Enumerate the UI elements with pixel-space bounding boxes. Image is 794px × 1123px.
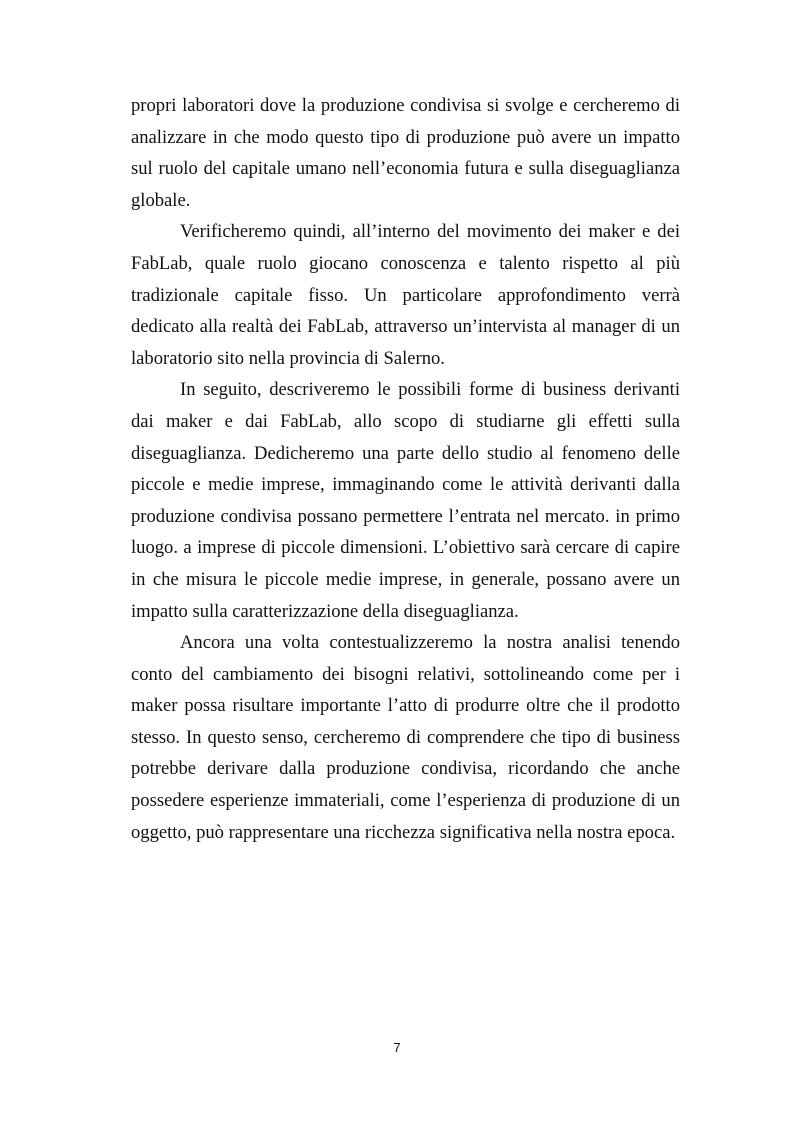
body-text: [131, 90, 680, 848]
text-line: piccole e medie imprese, immaginando come le attività derivanti dalla: [131, 474, 680, 496]
text-line: analizzare in che modo questo tipo di produzione può avere un impatto: [131, 126, 680, 148]
text-line: tradizionale capitale fisso. Un particolare approfondimento verrà: [131, 284, 680, 306]
text-line: In seguito, descriveremo le possibili forme di business derivanti: [180, 379, 680, 401]
text-line: produzione condivisa possano permettere l’entrata nel mercato. in primo: [131, 505, 680, 527]
text-line: Verificheremo quindi, all’interno del movimento dei maker e dei: [180, 221, 680, 243]
text-line: dedicato alla realtà dei FabLab, attraverso un’intervista al manager di un: [131, 316, 680, 338]
text-line: conto del cambiamento dei bisogni relativi, sottolineando come per i: [131, 663, 680, 685]
text-line: propri laboratori dove la produzione condivisa si svolge e cercheremo di: [131, 95, 680, 116]
text-line: Ancora una volta contestualizzeremo la nostra analisi tenendo: [180, 632, 680, 654]
text-line: diseguaglianza. Dedicheremo una parte dello studio al fenomeno delle: [131, 442, 680, 464]
text-line: globale.: [131, 189, 191, 211]
text-line: oggetto, può rappresentare una ricchezza significativa nella nostra epoca.: [131, 821, 676, 843]
text-line: potrebbe derivare dalla produzione condivisa, ricordando che anche: [131, 758, 680, 780]
text-line: stesso. In questo senso, cercheremo di comprendere che tipo di business: [131, 726, 680, 748]
text-line: laboratorio sito nella provincia di Salerno.: [131, 347, 445, 369]
page-number: 7: [393, 1040, 401, 1055]
text-line: impatto sulla caratterizzazione della diseguaglianza.: [131, 600, 519, 622]
text-line: dai maker e dai FabLab, allo scopo di studiarne gli effetti sulla: [131, 410, 680, 432]
text-line: luogo. a imprese di piccole dimensioni. L’obiettivo sarà cercare di capire: [131, 537, 680, 559]
text-line: in che misura le piccole medie imprese, in generale, possano avere un: [131, 568, 680, 590]
text-line: FabLab, quale ruolo giocano conoscenza e talento rispetto al più: [131, 252, 680, 274]
text-line: possedere esperienze immateriali, come l’esperienza di produzione di un: [131, 790, 680, 812]
text-line: sul ruolo del capitale umano nell’economia futura e sulla diseguaglianza: [131, 158, 680, 180]
text-line: maker possa risultare importante l’atto di produrre oltre che il prodotto: [131, 695, 680, 717]
